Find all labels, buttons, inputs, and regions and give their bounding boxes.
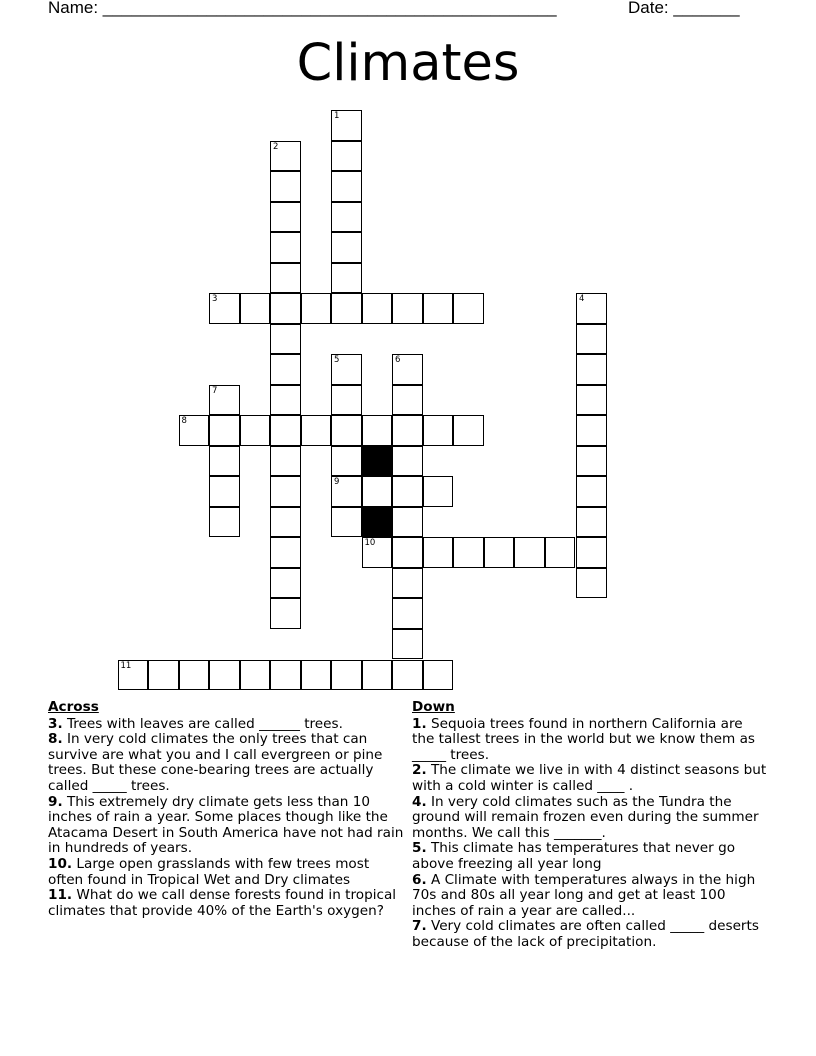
clue-number: 7 [212,385,218,396]
crossword-cell[interactable] [423,293,454,324]
clue-number: 9. [48,793,63,810]
crossword-cell[interactable] [576,507,607,538]
crossword-cell[interactable] [148,660,179,691]
clue-number: 4. [412,793,427,810]
crossword-cell[interactable] [453,415,484,446]
crossword-cell[interactable] [423,660,454,691]
across-clue [48,888,408,919]
down-heading: Down [412,699,455,715]
crossword-cell[interactable] [362,476,393,507]
crossword-cell[interactable] [270,568,301,599]
crossword-cell[interactable] [270,141,301,172]
crossword-cell[interactable] [545,537,576,568]
crossword-cell[interactable] [362,537,393,568]
crossword-cell[interactable] [118,660,149,691]
crossword-cell[interactable] [301,415,332,446]
crossword-cell[interactable] [392,415,423,446]
crossword-cell[interactable] [392,293,423,324]
clue-number: 1. [412,715,427,732]
clue-number: 9 [334,477,340,487]
crossword-cell[interactable] [362,293,393,324]
crossword-cell[interactable] [576,354,607,385]
crossword-cell[interactable] [392,446,423,477]
clue-text: A Climate with temperatures always in the high 70s and 80s all year long and get at least 100 inches of rain a year are called... [412,871,756,919]
crossword-cell[interactable] [453,537,484,568]
down-clue [412,873,768,920]
crossword-cell[interactable] [270,476,301,507]
crossword-cell[interactable] [331,110,362,141]
clue-text: This climate has temperatures that never go above freezing all year long [412,840,736,872]
crossword-cell[interactable] [270,202,301,233]
crossword-cell[interactable] [392,598,423,629]
crossword-cell[interactable] [576,537,607,568]
clue-text: Trees with leaves are called ______ trees. [62,715,343,732]
crossword-cell[interactable] [392,629,423,660]
across-clue [48,732,408,794]
crossword-cell[interactable] [423,537,454,568]
clue-number: 10. [48,855,73,872]
page-title: Climates [296,34,520,93]
clue-number: 6. [412,871,427,888]
crossword-cell[interactable] [392,537,423,568]
crossword-cell[interactable] [331,263,362,294]
crossword-cell[interactable] [576,568,607,599]
crossword-cell[interactable] [392,568,423,599]
crossword-cell[interactable] [331,415,362,446]
clue-number: 7. [412,918,427,935]
clue-text: Sequoia trees found in northern California are the tallest trees in the world but we know them as _____ trees. [412,715,756,763]
clue-number: 11. [48,887,73,904]
crossword-cell[interactable] [270,415,301,446]
down-clue [412,717,768,764]
crossword-cell[interactable] [453,293,484,324]
crossword-cell[interactable] [576,324,607,355]
crossword-cell[interactable] [392,354,423,385]
crossword-cell[interactable] [392,476,423,507]
across-heading: Across [48,699,99,715]
crossword-cell[interactable] [576,385,607,416]
crossword-block [362,446,393,477]
clue-number: 3 [212,294,218,304]
across-clue [48,717,408,733]
crossword-cell[interactable] [423,476,454,507]
clue-number: 4 [579,294,585,304]
clue-number: 5. [412,840,427,857]
name-field[interactable]: Name: ________________________________________________ [48,0,557,17]
crossword-cell[interactable] [484,537,515,568]
crossword-cell[interactable] [270,660,301,691]
crossword-cell[interactable] [179,415,210,446]
crossword-cell[interactable] [209,385,240,416]
clue-text: Large open grasslands with few trees most often found in Tropical Wet and Dry climates [48,855,370,888]
down-clue [412,763,768,794]
crossword-cell[interactable] [270,354,301,385]
clue-text: Very cold climates are often called _____ deserts because of the lack of precipitation. [412,918,759,950]
clue-text: In very cold climates such as the Tundra the ground will remain frozen even during the summer months. We call this _______. [412,793,759,841]
crossword-cell[interactable] [331,293,362,324]
crossword-cell[interactable] [576,293,607,324]
clue-text: The climate we live in with 4 distinct seasons but with a cold winter is called ____ . [412,762,767,794]
crossword-cell[interactable] [240,660,271,691]
crossword-cell[interactable] [270,446,301,477]
crossword-cell[interactable] [270,263,301,294]
crossword-cell[interactable] [209,293,240,324]
crossword-cell[interactable] [209,507,240,538]
crossword-cell[interactable] [240,293,271,324]
crossword-cell[interactable] [209,476,240,507]
crossword-cell[interactable] [576,446,607,477]
crossword-cell[interactable] [331,171,362,202]
crossword-cell[interactable] [576,415,607,446]
crossword-cell[interactable] [209,446,240,477]
down-clue [412,841,768,872]
crossword-cell[interactable] [209,660,240,691]
clue-number: 3. [48,715,63,732]
crossword-cell[interactable] [331,385,362,416]
across-clue [48,795,408,857]
crossword-cell[interactable] [331,202,362,233]
crossword-cell[interactable] [270,385,301,416]
crossword-block [362,507,393,538]
crossword-cell[interactable] [392,660,423,691]
crossword-cell[interactable] [331,354,362,385]
crossword-cell[interactable] [392,385,423,416]
crossword-cell[interactable] [576,476,607,507]
down-clue [412,795,768,842]
across-clues [48,700,408,919]
clue-number: 10 [364,538,376,548]
clue-number: 2. [412,762,427,779]
date-field[interactable]: Date: _______ [628,0,740,17]
crossword-cell[interactable] [301,660,332,691]
crossword-cell[interactable] [240,415,271,446]
clue-number: 1 [334,111,340,121]
down-clue [412,919,768,950]
crossword-cell[interactable] [270,324,301,355]
crossword-cell[interactable] [209,415,240,446]
crossword-cell[interactable] [331,507,362,538]
across-clue [48,857,408,888]
crossword-cell[interactable] [331,446,362,477]
crossword-cell[interactable] [301,293,332,324]
crossword-cell[interactable] [514,537,545,568]
crossword-cell[interactable] [331,660,362,691]
crossword-cell[interactable] [270,232,301,263]
crossword-cell[interactable] [362,415,393,446]
clue-number: 11 [120,660,132,671]
crossword-cell[interactable] [270,537,301,568]
clue-number: 8. [48,731,63,748]
crossword-cell[interactable] [331,476,362,507]
crossword-cell[interactable] [179,660,210,691]
crossword-cell[interactable] [331,232,362,263]
clue-text: What do we call dense forests found in tropical climates that provide 40% of the Earth's oxygen? [48,887,397,919]
clue-number: 6 [395,355,401,365]
down-clues [412,700,768,951]
clue-text: This extremely dry climate gets less than 10 inches of rain a year. Some places though like the Atacama Desert in South America have not had rain in hundreds of years. [48,793,404,857]
crossword-cell[interactable] [362,660,393,691]
crossword-cell[interactable] [423,415,454,446]
crossword-cell[interactable] [270,507,301,538]
crossword-cell[interactable] [331,141,362,172]
clue-number: 8 [181,416,187,426]
crossword-cell[interactable] [392,507,423,538]
crossword-cell[interactable] [270,171,301,202]
crossword-cell[interactable] [270,598,301,629]
clue-number: 2 [273,141,279,152]
clue-text: In very cold climates the only trees that can survive are what you and I call evergreen or pine trees. But these cone-bearing trees are actually called _____ trees. [48,731,383,794]
crossword-cell[interactable] [270,293,301,324]
clue-number: 5 [334,355,340,365]
